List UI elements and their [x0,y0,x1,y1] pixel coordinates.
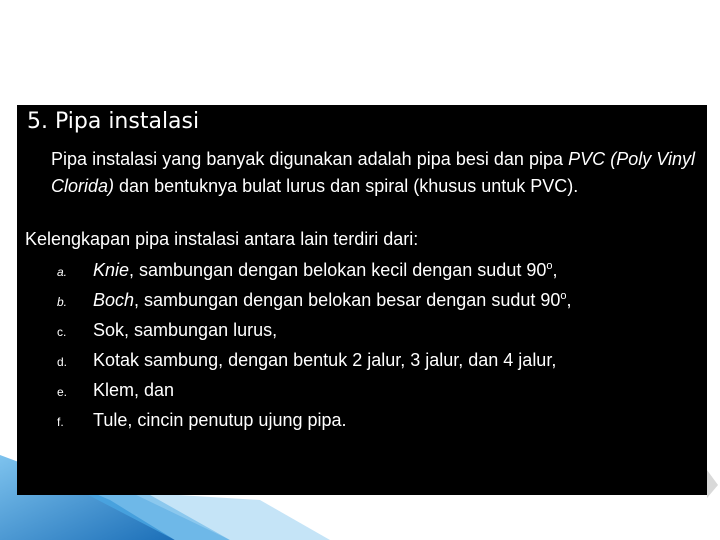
intro-text: Pipa instalasi yang banyak digunakan adalah pipa besi dan pipa [51,149,569,169]
list-item-end: , [552,260,558,280]
list-item-description: , sambungan dengan belokan besar dengan sudut 90 [134,290,561,310]
list-item [17,317,707,347]
list-item-text [93,290,572,311]
list-marker: a. [57,265,68,279]
list-item-term: Knie [93,260,130,280]
list-item [17,257,707,287]
intro-italic-term: PVC (Poly Vinyl Clorida) [51,149,696,196]
slide-heading: 5. Pipa instalasi [27,109,200,134]
page-fold-shape [707,470,718,498]
list-item [17,407,707,437]
list-item-text [93,260,558,281]
list-marker: c. [57,325,67,339]
list-item-text: Tule, cincin penutup ujung pipa. [93,410,347,430]
degree-superscript: o [546,260,553,272]
list-item-text: Sok, sambungan lurus, [93,320,278,340]
intro-text-end: dan bentuknya bulat lurus dan spiral (khusus untuk PVC). [114,176,579,196]
list-item [17,377,707,407]
page-number: 47 [509,516,520,526]
list-marker: f. [57,415,64,429]
content-panel [17,105,707,495]
list-item [17,347,707,377]
list-item-term: Boch [93,290,135,310]
list-item-text: Klem, dan [93,380,175,400]
list-marker: d. [57,355,68,369]
list-marker: b. [57,295,68,309]
list-item-text: Kotak sambung, dengan bentuk 2 jalur, 3 jalur, dan 4 jalur, [93,350,557,370]
list-item-description: , sambungan dengan belokan kecil dengan sudut 90 [129,260,547,280]
list-marker: e. [57,385,68,399]
intro-paragraph [51,146,695,200]
footer-title: Teknologi dan Rekayasa [537,516,642,526]
degree-superscript: o [560,290,567,302]
list-item [17,287,707,317]
list-item-end: , [566,290,572,310]
list-lead-text: Kelengkapan pipa instalasi antara lain terdiri dari: [25,229,419,249]
fittings-list [17,257,707,437]
